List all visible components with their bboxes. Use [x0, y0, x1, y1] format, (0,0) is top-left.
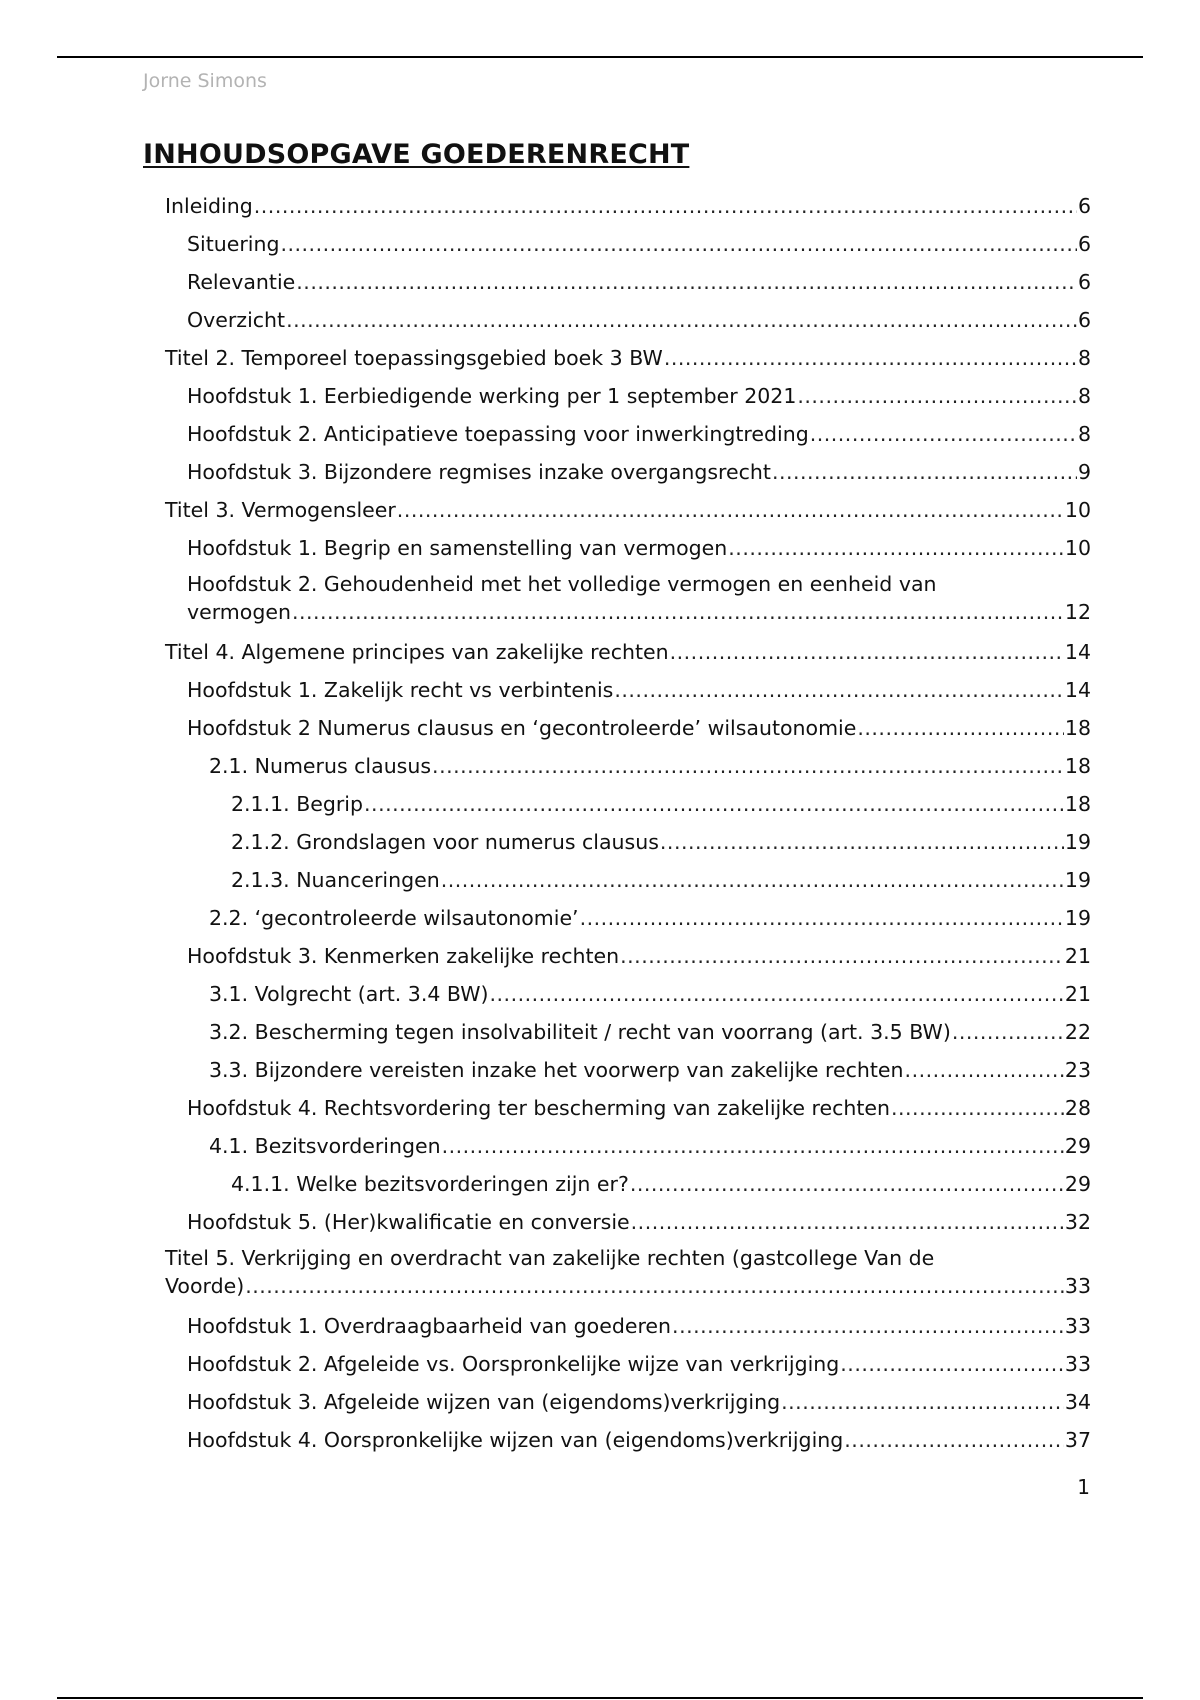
toc-entry-page: 18	[1064, 792, 1091, 816]
toc-entry-page: 14	[1064, 640, 1091, 664]
toc-entry-label: Titel 2. Temporeel toepassingsgebied boek 3 BW	[165, 346, 663, 370]
toc-entry-label: Hoofdstuk 1. Eerbiedigende werking per 1 september 2021	[187, 384, 797, 408]
toc-entry[interactable]	[143, 187, 1091, 225]
toc-dot-leader	[397, 491, 1064, 529]
toc-entry-page: 6	[1077, 308, 1091, 332]
toc-entry-label: Hoofdstuk 4. Oorspronkelijke wijzen van (eigendoms)verkrijging	[187, 1428, 844, 1452]
toc-entry[interactable]	[143, 1421, 1091, 1459]
toc-dot-leader	[631, 1203, 1064, 1241]
toc-entry[interactable]	[143, 1013, 1091, 1051]
toc-entry-page: 8	[1077, 346, 1091, 370]
toc-entry[interactable]	[143, 415, 1091, 453]
toc-entry-page: 34	[1064, 1390, 1091, 1414]
toc-entry-page: 8	[1077, 422, 1091, 446]
toc-entry-page: 28	[1064, 1096, 1091, 1120]
toc-entry[interactable]	[143, 453, 1091, 491]
header-rule	[57, 56, 1143, 58]
toc-dot-leader	[772, 453, 1077, 491]
toc-entry-page: 21	[1064, 982, 1091, 1006]
header-author: Jorne Simons	[143, 70, 267, 92]
toc-entry[interactable]	[143, 263, 1091, 301]
toc-entry-label: Hoofdstuk 1. Begrip en samenstelling van vermogen	[187, 536, 728, 560]
toc-entry-label: 4.1.1. Welke bezitsvorderingen zijn er?	[231, 1172, 629, 1196]
toc-entry[interactable]	[143, 1127, 1091, 1165]
toc-entry-label: 2.1.1. Begrip	[231, 792, 364, 816]
toc-entry[interactable]	[143, 1089, 1091, 1127]
toc-entry-label: vermogen	[187, 600, 291, 624]
toc-entry-page: 33	[1064, 1314, 1091, 1338]
toc-entry[interactable]	[143, 491, 1091, 529]
toc-entry[interactable]	[143, 377, 1091, 415]
toc-dot-leader	[432, 747, 1064, 785]
toc-entry-page: 19	[1064, 906, 1091, 930]
toc-entry-label: 2.1.3. Nuanceringen	[231, 868, 440, 892]
page-title: INHOUDSOPGAVE GOEDERENRECHT	[143, 139, 690, 170]
toc-entry-label: Hoofdstuk 3. Afgeleide wijzen van (eigendoms)verkrijging	[187, 1390, 781, 1414]
toc-dot-leader	[728, 529, 1064, 567]
toc-entry[interactable]	[143, 747, 1091, 785]
toc-entry-page: 6	[1077, 194, 1091, 218]
toc-entry-label: 2.2. ‘gecontroleerde wilsautonomie’	[209, 906, 579, 930]
toc-entry-label: Hoofdstuk 1. Zakelijk recht vs verbintenis	[187, 678, 614, 702]
toc-entry-page: 33	[1064, 1352, 1091, 1376]
toc-dot-leader	[254, 187, 1077, 225]
toc-entry-label: 3.2. Bescherming tegen insolvabiliteit / recht van voorrang (art. 3.5 BW)	[209, 1020, 951, 1044]
page-number: 1	[1077, 1475, 1090, 1499]
toc-dot-leader	[580, 899, 1064, 937]
toc-entry[interactable]	[143, 225, 1091, 263]
toc-entry-page: 22	[1064, 1020, 1091, 1044]
toc-entry[interactable]	[143, 301, 1091, 339]
toc-entry[interactable]	[143, 937, 1091, 975]
toc-entry-page: 19	[1064, 868, 1091, 892]
toc-entry-page: 33	[1064, 1274, 1091, 1298]
toc-entry-page: 6	[1077, 232, 1091, 256]
toc-dot-leader	[670, 633, 1064, 671]
toc-entry-page: 18	[1064, 716, 1091, 740]
toc-dot-leader	[490, 975, 1064, 1013]
toc-entry-label: Overzicht	[187, 308, 286, 332]
toc-entry-label: Hoofdstuk 3. Kenmerken zakelijke rechten	[187, 944, 620, 968]
toc-entry[interactable]	[143, 671, 1091, 709]
toc-entry[interactable]	[143, 1051, 1091, 1089]
toc-entry[interactable]	[143, 861, 1091, 899]
toc-entry[interactable]	[143, 1383, 1091, 1421]
toc-entry-page: 32	[1064, 1210, 1091, 1234]
toc-entry-label: Hoofdstuk 2. Gehoudenheid met het volledige vermogen en eenheid van	[187, 572, 937, 596]
toc-entry[interactable]	[143, 1345, 1091, 1383]
toc-dot-leader	[286, 301, 1077, 339]
toc-entry[interactable]	[143, 633, 1091, 671]
toc-entry-page: 21	[1064, 944, 1091, 968]
toc-dot-leader	[891, 1089, 1064, 1127]
toc-entry[interactable]	[143, 899, 1091, 937]
toc-dot-leader	[630, 1165, 1064, 1203]
toc-entry-page: 14	[1064, 678, 1091, 702]
toc-entry-label: Titel 5. Verkrijging en overdracht van zakelijke rechten (gastcollege Van de	[165, 1246, 935, 1270]
table-of-contents	[143, 187, 1091, 1459]
toc-dot-leader	[905, 1051, 1064, 1089]
toc-dot-leader	[296, 263, 1077, 301]
toc-dot-leader	[660, 823, 1064, 861]
toc-dot-leader	[664, 339, 1077, 377]
toc-entry-label: Titel 3. Vermogensleer	[165, 498, 396, 522]
toc-entry-page: 29	[1064, 1172, 1091, 1196]
toc-dot-leader	[797, 377, 1077, 415]
toc-dot-leader	[614, 671, 1064, 709]
toc-entry-label: 3.1. Volgrecht (art. 3.4 BW)	[209, 982, 489, 1006]
toc-entry-label: Titel 4. Algemene principes van zakelijke rechten	[165, 640, 669, 664]
toc-entry-label: Situering	[187, 232, 280, 256]
toc-dot-leader	[620, 937, 1064, 975]
toc-entry[interactable]	[143, 709, 1091, 747]
toc-dot-leader	[442, 1127, 1064, 1165]
toc-dot-leader	[781, 1383, 1064, 1421]
toc-entry-label: Inleiding	[165, 194, 253, 218]
toc-dot-leader	[840, 1345, 1064, 1383]
toc-entry[interactable]	[143, 1241, 1091, 1307]
toc-entry-page: 9	[1077, 460, 1091, 484]
toc-entry-page: 18	[1064, 754, 1091, 778]
toc-entry-label: Hoofdstuk 4. Rechtsvordering ter bescherming van zakelijke rechten	[187, 1096, 890, 1120]
footer-rule	[57, 1697, 1143, 1699]
toc-entry-page: 37	[1064, 1428, 1091, 1452]
toc-entry-label: Relevantie	[187, 270, 296, 294]
toc-entry-label: Hoofdstuk 2. Afgeleide vs. Oorspronkelijke wijze van verkrijging	[187, 1352, 840, 1376]
toc-entry-page: 19	[1064, 830, 1091, 854]
toc-entry-page: 6	[1077, 270, 1091, 294]
toc-entry-label: Hoofdstuk 2 Numerus clausus en ‘gecontroleerde’ wilsautonomie	[187, 716, 857, 740]
toc-entry-page: 29	[1064, 1134, 1091, 1158]
toc-dot-leader	[952, 1013, 1064, 1051]
toc-entry[interactable]	[143, 1165, 1091, 1203]
toc-entry-label: 2.1. Numerus clausus	[209, 754, 432, 778]
toc-dot-leader	[245, 1272, 1064, 1300]
toc-entry[interactable]	[143, 339, 1091, 377]
toc-entry-label: Hoofdstuk 1. Overdraagbaarheid van goederen	[187, 1314, 672, 1338]
toc-dot-leader	[441, 861, 1064, 899]
toc-entry[interactable]	[143, 975, 1091, 1013]
toc-dot-leader	[672, 1307, 1064, 1345]
toc-entry[interactable]	[143, 1307, 1091, 1345]
toc-dot-leader	[364, 785, 1064, 823]
toc-dot-leader	[292, 598, 1064, 626]
toc-entry-label: Hoofdstuk 3. Bijzondere regmises inzake overgangsrecht	[187, 460, 771, 484]
toc-entry-page: 10	[1064, 498, 1091, 522]
toc-entry-page: 12	[1064, 600, 1091, 624]
toc-entry-label: 2.1.2. Grondslagen voor numerus clausus	[231, 830, 659, 854]
toc-entry-label: Voorde)	[165, 1274, 245, 1298]
toc-entry[interactable]	[143, 567, 1091, 633]
toc-entry[interactable]	[143, 529, 1091, 567]
toc-entry[interactable]	[143, 823, 1091, 861]
toc-entry-page: 8	[1077, 384, 1091, 408]
toc-entry-label: Hoofdstuk 5. (Her)kwalificatie en conversie	[187, 1210, 630, 1234]
toc-dot-leader	[844, 1421, 1064, 1459]
toc-entry-label: Hoofdstuk 2. Anticipatieve toepassing voor inwerkingtreding	[187, 422, 809, 446]
toc-entry-label: 3.3. Bijzondere vereisten inzake het voorwerp van zakelijke rechten	[209, 1058, 904, 1082]
toc-entry[interactable]	[143, 1203, 1091, 1241]
toc-dot-leader	[280, 225, 1076, 263]
toc-entry-page: 23	[1064, 1058, 1091, 1082]
toc-entry-label: 4.1. Bezitsvorderingen	[209, 1134, 441, 1158]
toc-entry[interactable]	[143, 785, 1091, 823]
toc-dot-leader	[810, 415, 1077, 453]
toc-dot-leader	[857, 709, 1064, 747]
toc-entry-page: 10	[1064, 536, 1091, 560]
